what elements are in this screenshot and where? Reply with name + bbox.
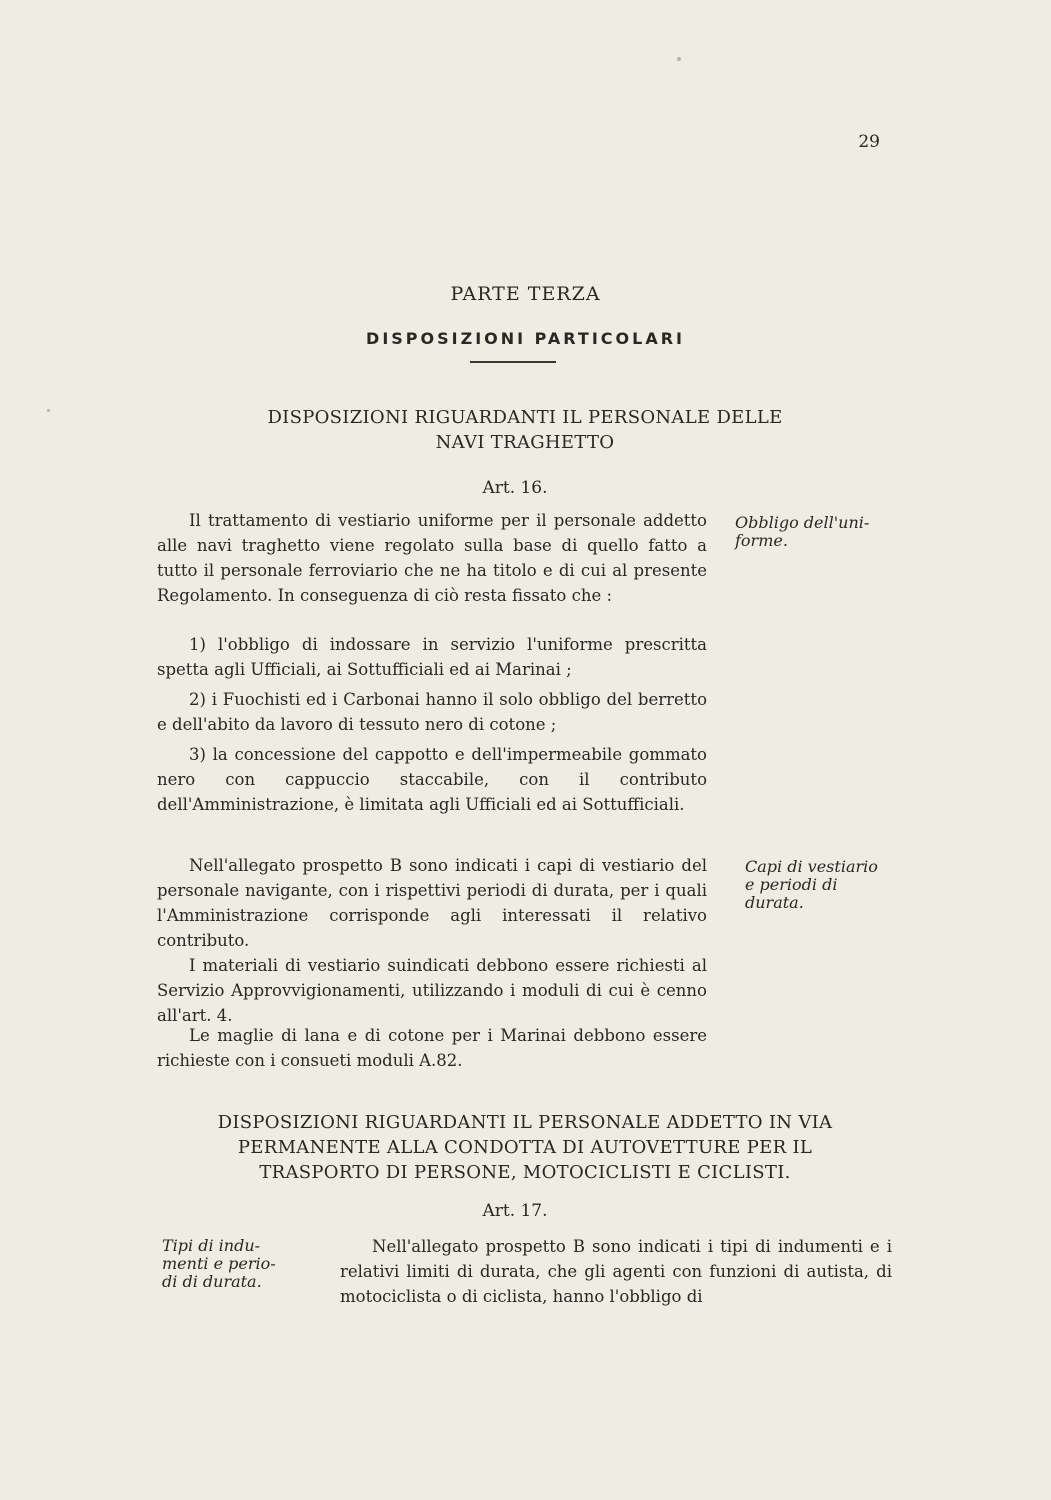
- margin-note-line: Obbligo dell'uni-: [735, 513, 870, 532]
- title-divider: [470, 361, 556, 363]
- list-item-1: 1) l'obbligo di indossare in servizio l'uniforme prescritta spetta agli Ufficiali, ai Sottufficiali ed ai Marinai ;: [157, 635, 707, 679]
- paragraph-maglie: Le maglie di lana e di cotone per i Marinai debbono essere richieste con i consueti moduli A.82.: [157, 1026, 707, 1070]
- paper-speck: [677, 57, 681, 61]
- part-subtitle: DISPOSIZIONI PARTICOLARI: [366, 329, 685, 348]
- paragraph-prospetto-b: Nell'allegato prospetto B sono indicati i capi di vestiario del personale navigante, con i rispettivi periodi di durata, per i quali l'Amministrazione corrisponde agli interessati il relativo contributo.: [157, 856, 707, 950]
- paragraph-materiali: I materiali di vestiario suindicati debbono essere richiesti al Servizio Approvvigionamenti, utilizzando i moduli di cui è cenno all'art. 4.: [157, 956, 707, 1025]
- margin-note-line: Capi di vestiario: [745, 857, 878, 876]
- margin-note-line: menti e perio-: [162, 1254, 276, 1273]
- margin-note-line: durata.: [745, 893, 804, 912]
- article-17-label: Art. 17.: [482, 1201, 548, 1221]
- list-item-2: 2) i Fuochisti ed i Carbonai hanno il solo obbligo del berretto e dell'abito da lavoro di tessuto nero di cotone ;: [157, 690, 707, 734]
- section-heading-line: NAVI TRAGHETTO: [435, 432, 615, 453]
- section-heading-line: DISPOSIZIONI RIGUARDANTI IL PERSONALE DELLE: [267, 407, 783, 428]
- margin-note-garment-types: [162, 1237, 322, 1291]
- list-item-3: 3) la concessione del cappotto e dell'impermeabile gommato nero con cappuccio staccabile, con il contributo dell'Amministrazione, è limitata agli Ufficiali ed ai Sottufficiali.: [157, 745, 707, 814]
- margin-note-line: e periodi di: [745, 875, 838, 894]
- page-number: 29: [858, 132, 880, 152]
- section-heading-line: DISPOSIZIONI RIGUARDANTI IL PERSONALE ADDETTO IN VIA: [217, 1112, 833, 1133]
- section-heading-line: TRASPORTO DI PERSONE, MOTOCICLISTI E CICLISTI.: [259, 1162, 791, 1183]
- margin-note-line: di di durata.: [162, 1272, 262, 1291]
- article-16-label: Art. 16.: [482, 478, 548, 498]
- margin-note-uniform: [735, 514, 900, 550]
- margin-note-line: forme.: [735, 531, 788, 550]
- paragraph-intro: Il trattamento di vestiario uniforme per il personale addetto alle navi traghetto viene regolato sulla base di quello fatto a tutto il personale ferroviario che ne ha titolo e di cui al presente Regolamento. In conseguenza di ciò resta fissato che :: [157, 511, 707, 605]
- section-heading-2: [150, 1110, 900, 1185]
- part-title: PARTE TERZA: [450, 283, 601, 305]
- paragraph-article-17: Nell'allegato prospetto B sono indicati i tipi di indumenti e i relativi limiti di durata, che gli agenti con funzioni di autista, di motociclista o di ciclista, hanno l'obbligo di: [340, 1237, 892, 1306]
- margin-note-line: Tipi di indu-: [162, 1236, 261, 1255]
- section-heading-1: [170, 405, 880, 455]
- margin-note-clothing: [745, 858, 895, 912]
- paper-speck: [47, 409, 50, 412]
- section-heading-line: PERMANENTE ALLA CONDOTTA DI AUTOVETTURE PER IL: [237, 1137, 813, 1158]
